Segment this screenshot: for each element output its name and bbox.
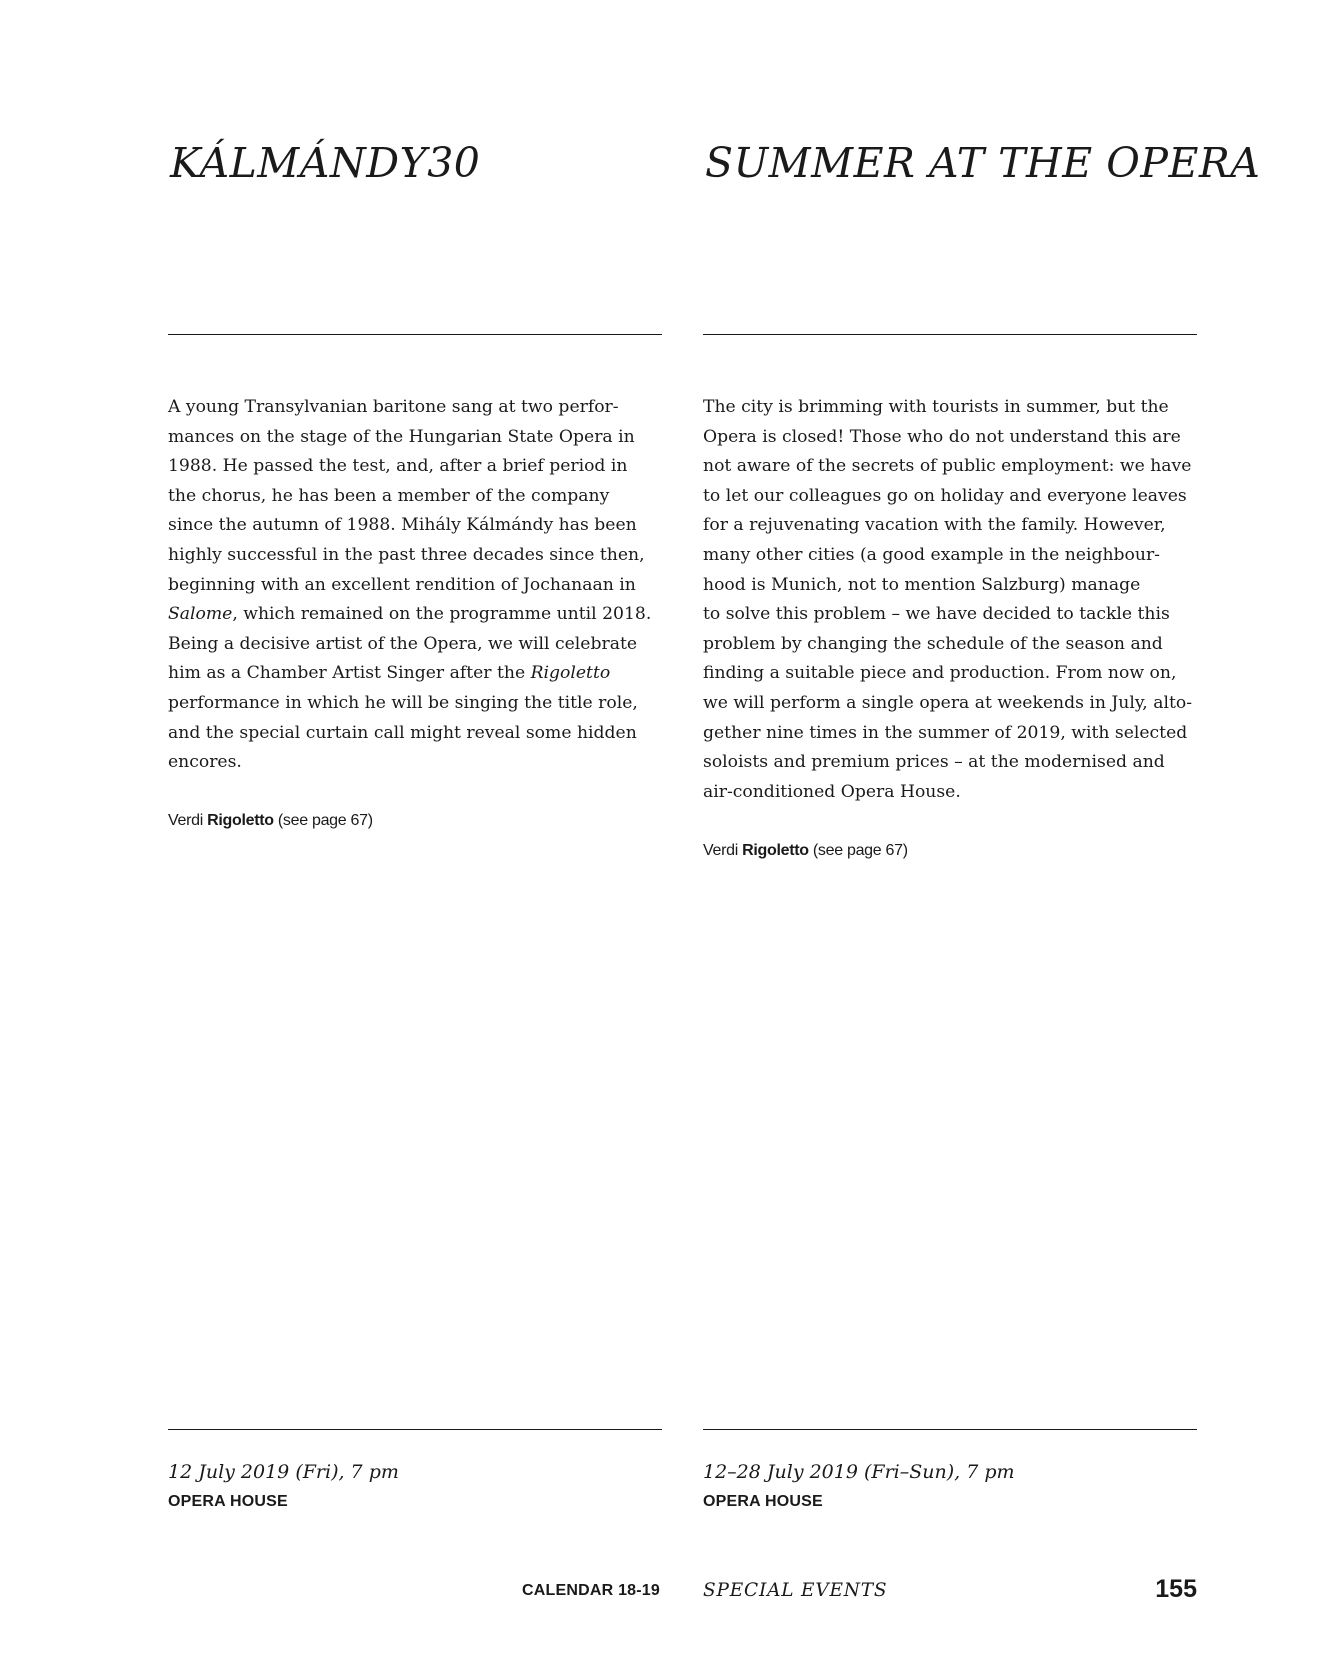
left-body-line: and the special curtain call might reveal some hidden [168,722,637,743]
left-top-rule [168,334,662,335]
salome-rest: , which remained on the programme until 2018. [232,604,652,625]
right-ref-page: (see page 67) [808,842,908,859]
right-top-rule [703,334,1197,335]
right-body-text [703,393,1197,807]
right-body-line: for a rejuvenating vacation with the family. However, [703,515,1166,536]
right-body-line: hood is Munich, not to mention Salzburg) manage [703,574,1141,595]
left-body-line: highly successful in the past three decades since then, [168,544,645,565]
right-body-line: problem by changing the schedule of the season and [703,633,1163,654]
left-ref-composer: Verdi [168,812,208,829]
left-reference [168,810,373,832]
right-body-line: to solve this problem – we have decided to tackle this [703,604,1170,625]
left-body-line [168,659,662,689]
left-body-line: beginning with an excellent rendition of Jochanaan in [168,574,636,595]
footer-calendar: CALENDAR 18-19 [522,1582,660,1599]
right-body-line: we will perform a single opera at weekends in July, alto- [703,692,1193,713]
footer-section-title: SPECIAL EVENTS [703,1580,888,1601]
left-title: KÁLMÁNDY30 [170,139,481,187]
left-body-line: encores. [168,752,242,773]
right-body-line: many other cities (a good example in the neighbour- [703,544,1160,565]
left-venue: OPERA HOUSE [168,1493,288,1510]
right-title: SUMMER AT THE OPERA [705,139,1261,187]
right-ref-composer: Verdi [703,842,743,859]
left-column [168,0,662,1680]
left-ref-page: (see page 67) [273,812,373,829]
salome-title: Salome [168,604,233,625]
left-body-line: the chorus, he has been a member of the company [168,485,610,506]
right-body-line: not aware of the secrets of public employment: we have [703,456,1192,477]
right-body-line: finding a suitable piece and production. From now on, [703,663,1177,684]
left-body-line: Being a decisive artist of the Opera, we will celebrate [168,633,638,654]
left-body-line: A young Transylvanian baritone sang at two perfor- [168,397,619,417]
right-body-line: soloists and premium prices – at the modernised and [703,752,1165,773]
right-bottom-rule [703,1429,1197,1430]
right-body-line: to let our colleagues go on holiday and everyone leaves [703,485,1187,506]
right-body-line: air-conditioned Opera House. [703,781,961,802]
left-body-line: mances on the stage of the Hungarian State Opera in [168,426,635,447]
left-body-line: 1988. He passed the test, and, after a brief period in [168,456,628,477]
left-bottom-rule [168,1429,662,1430]
right-body-line: Opera is closed! Those who do not understand this are [703,426,1181,447]
right-reference [703,840,908,862]
left-body-line: since the autumn of 1988. Mihály Kálmándy has been [168,515,637,536]
rigoletto-title: Rigoletto [530,663,611,684]
right-ref-work: Rigoletto [742,842,809,859]
right-body-line: The city is brimming with tourists in summer, but the [703,397,1169,417]
page-number: 155 [1155,1575,1197,1603]
right-date: 12–28 July 2019 (Fri–Sun), 7 pm [703,1461,1015,1483]
right-column [703,0,1261,1680]
left-body-line [168,600,662,630]
left-body-text [168,393,662,778]
rigoletto-pre: him as a Chamber Artist Singer after the [168,663,531,684]
left-date: 12 July 2019 (Fri), 7 pm [168,1461,399,1483]
right-body-line: gether nine times in the summer of 2019, with selected [703,722,1188,743]
right-venue: OPERA HOUSE [703,1493,823,1510]
left-ref-work: Rigoletto [207,812,274,829]
left-body-line: performance in which he will be singing the title role, [168,692,638,713]
